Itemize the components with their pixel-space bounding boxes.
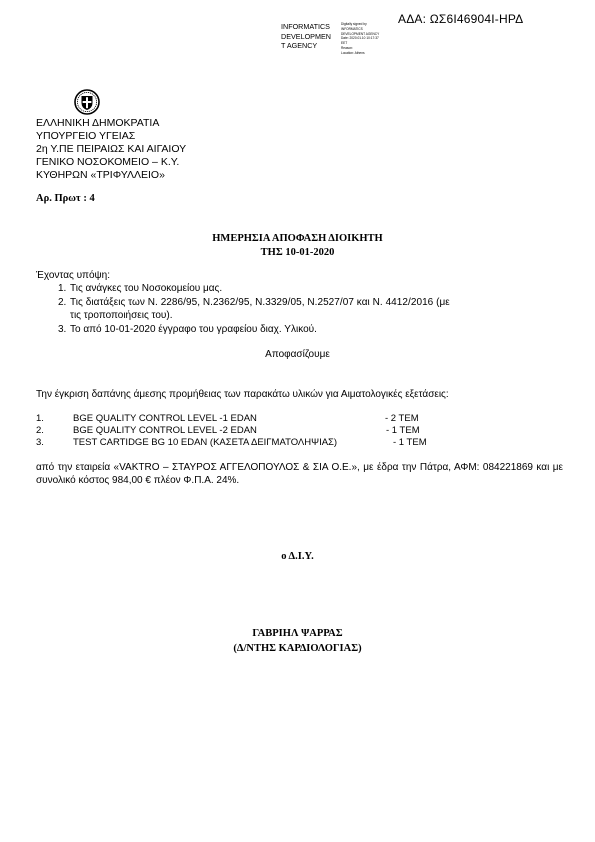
signatory-name: ΓΑΒΡΙΗΛ ΨΑΡΡΑΣ	[252, 628, 343, 639]
list-item-number: 3.	[58, 324, 67, 335]
having-regard-intro: Έχοντας υπόψη:	[36, 270, 110, 281]
signatory-block	[0, 626, 595, 656]
stamp-signer-line: T AGENCY	[281, 41, 318, 50]
stamp-detail-line: Digitally signed by	[341, 22, 367, 26]
header-line: ΚΥΘΗΡΩΝ «ΤΡΙΦΥΛΛΕΙΟ»	[36, 169, 165, 181]
material-quantity: - 2 TEM	[385, 413, 419, 424]
material-name: BGE QUALITY CONTROL LEVEL -1 EDAN	[73, 413, 257, 424]
approval-text: Την έγκριση δαπάνης άμεσης προμήθειας των παρακάτω υλικών για Αιματολογικές εξετάσεις:	[36, 389, 449, 400]
list-item: Τις ανάγκες του Νοσοκομείου μας.	[70, 283, 223, 294]
decision-heading: Αποφασίζουμε	[265, 349, 330, 360]
material-name: BGE QUALITY CONTROL LEVEL -2 EDAN	[73, 425, 257, 436]
material-number: 1.	[36, 413, 44, 424]
material-name: TEST CARTIDGE BG 10 EDAN (ΚΑΣΕΤΑ ΔΕΙΓΜΑΤΟΛΗΨΙΑΣ)	[73, 437, 338, 448]
stamp-detail-line: INFORMATICS	[341, 26, 363, 31]
title-line: ΗΜΕΡΗΣΙΑ ΑΠΟΦΑΣΗ ΔΙΟΙΚΗΤΗ	[212, 233, 383, 244]
supplier-paragraph: από την εταιρεία «VAKTRO – ΣΤΑΥΡΟΣ ΑΓΓΕΛΟΠΟΥΛΟΣ & ΣΙΑ Ο.Ε.», με έδρα την Πάτρα, ΑΦΜ: 084221869 και με συνολικό κόστος 984,00 € πλέον Φ.Π.Α. 24%.	[36, 462, 563, 486]
material-number: 2.	[36, 425, 44, 436]
material-quantity: - 1 TEM	[386, 425, 420, 436]
list-item-number: 2.	[58, 297, 67, 308]
signatory-title: (Δ/ΝΤΗΣ ΚΑΡΔΙΟΛΟΓΙΑΣ)	[233, 643, 362, 654]
list-item: Το από 10-01-2020 έγγραφο του γραφείου διαχ. Υλικού.	[70, 324, 317, 335]
ada-number: ΑΔΑ: ΩΣ6Ι46904Ι-ΗΡΔ	[398, 12, 524, 26]
stamp-detail-line: Reason:	[341, 45, 353, 50]
greek-coat-of-arms-icon	[74, 89, 100, 115]
header-line: 2η Υ.ΠΕ ΠΕΙΡΑΙΩΣ ΚΑΙ ΑΙΓΑΙΟΥ	[36, 143, 187, 155]
protocol-number: Αρ. Πρωτ : 4	[36, 193, 95, 204]
stamp-details	[341, 22, 379, 56]
list-item-continuation: τις τροποποιήσεις του).	[70, 310, 173, 321]
list-item-number: 1.	[58, 283, 67, 294]
header-line: ΓΕΝΙΚΟ ΝΟΣΟΚΟΜΕΙΟ – Κ.Υ.	[36, 156, 180, 168]
stamp-detail-line: EET	[341, 41, 348, 46]
header-line: ΥΠΟΥΡΓΕΙΟ ΥΓΕΙΑΣ	[36, 130, 136, 142]
stamp-signer-line: DEVELOPMEN	[281, 31, 331, 41]
digital-signature-stamp	[281, 22, 401, 55]
stamp-detail-line: Location: Athens	[341, 50, 365, 55]
header-line: ΕΛΛΗΝΙΚΗ ΔΗΜΟΚΡΑΤΙΑ	[36, 117, 160, 129]
material-quantity: - 1 TEM	[393, 437, 427, 448]
title-date: ΤΗΣ 10-01-2020	[260, 246, 335, 258]
stamp-detail-line: Date: 2020.01.10 10:17:37	[341, 36, 379, 41]
stamp-signer-line: INFORMATICS	[281, 22, 330, 31]
director-label: ο Δ.Ι.Υ.	[281, 551, 314, 562]
issuer-header	[36, 117, 186, 182]
document-title	[0, 232, 595, 259]
material-number: 3.	[36, 437, 44, 448]
list-item: Τις διατάξεις των Ν. 2286/95, Ν.2362/95, Ν.3329/05, Ν.2527/07 και Ν. 4412/2016 (με	[70, 297, 450, 308]
stamp-signer	[281, 22, 331, 51]
stamp-detail-line: DEVELOPMENT AGENCY	[341, 31, 380, 36]
